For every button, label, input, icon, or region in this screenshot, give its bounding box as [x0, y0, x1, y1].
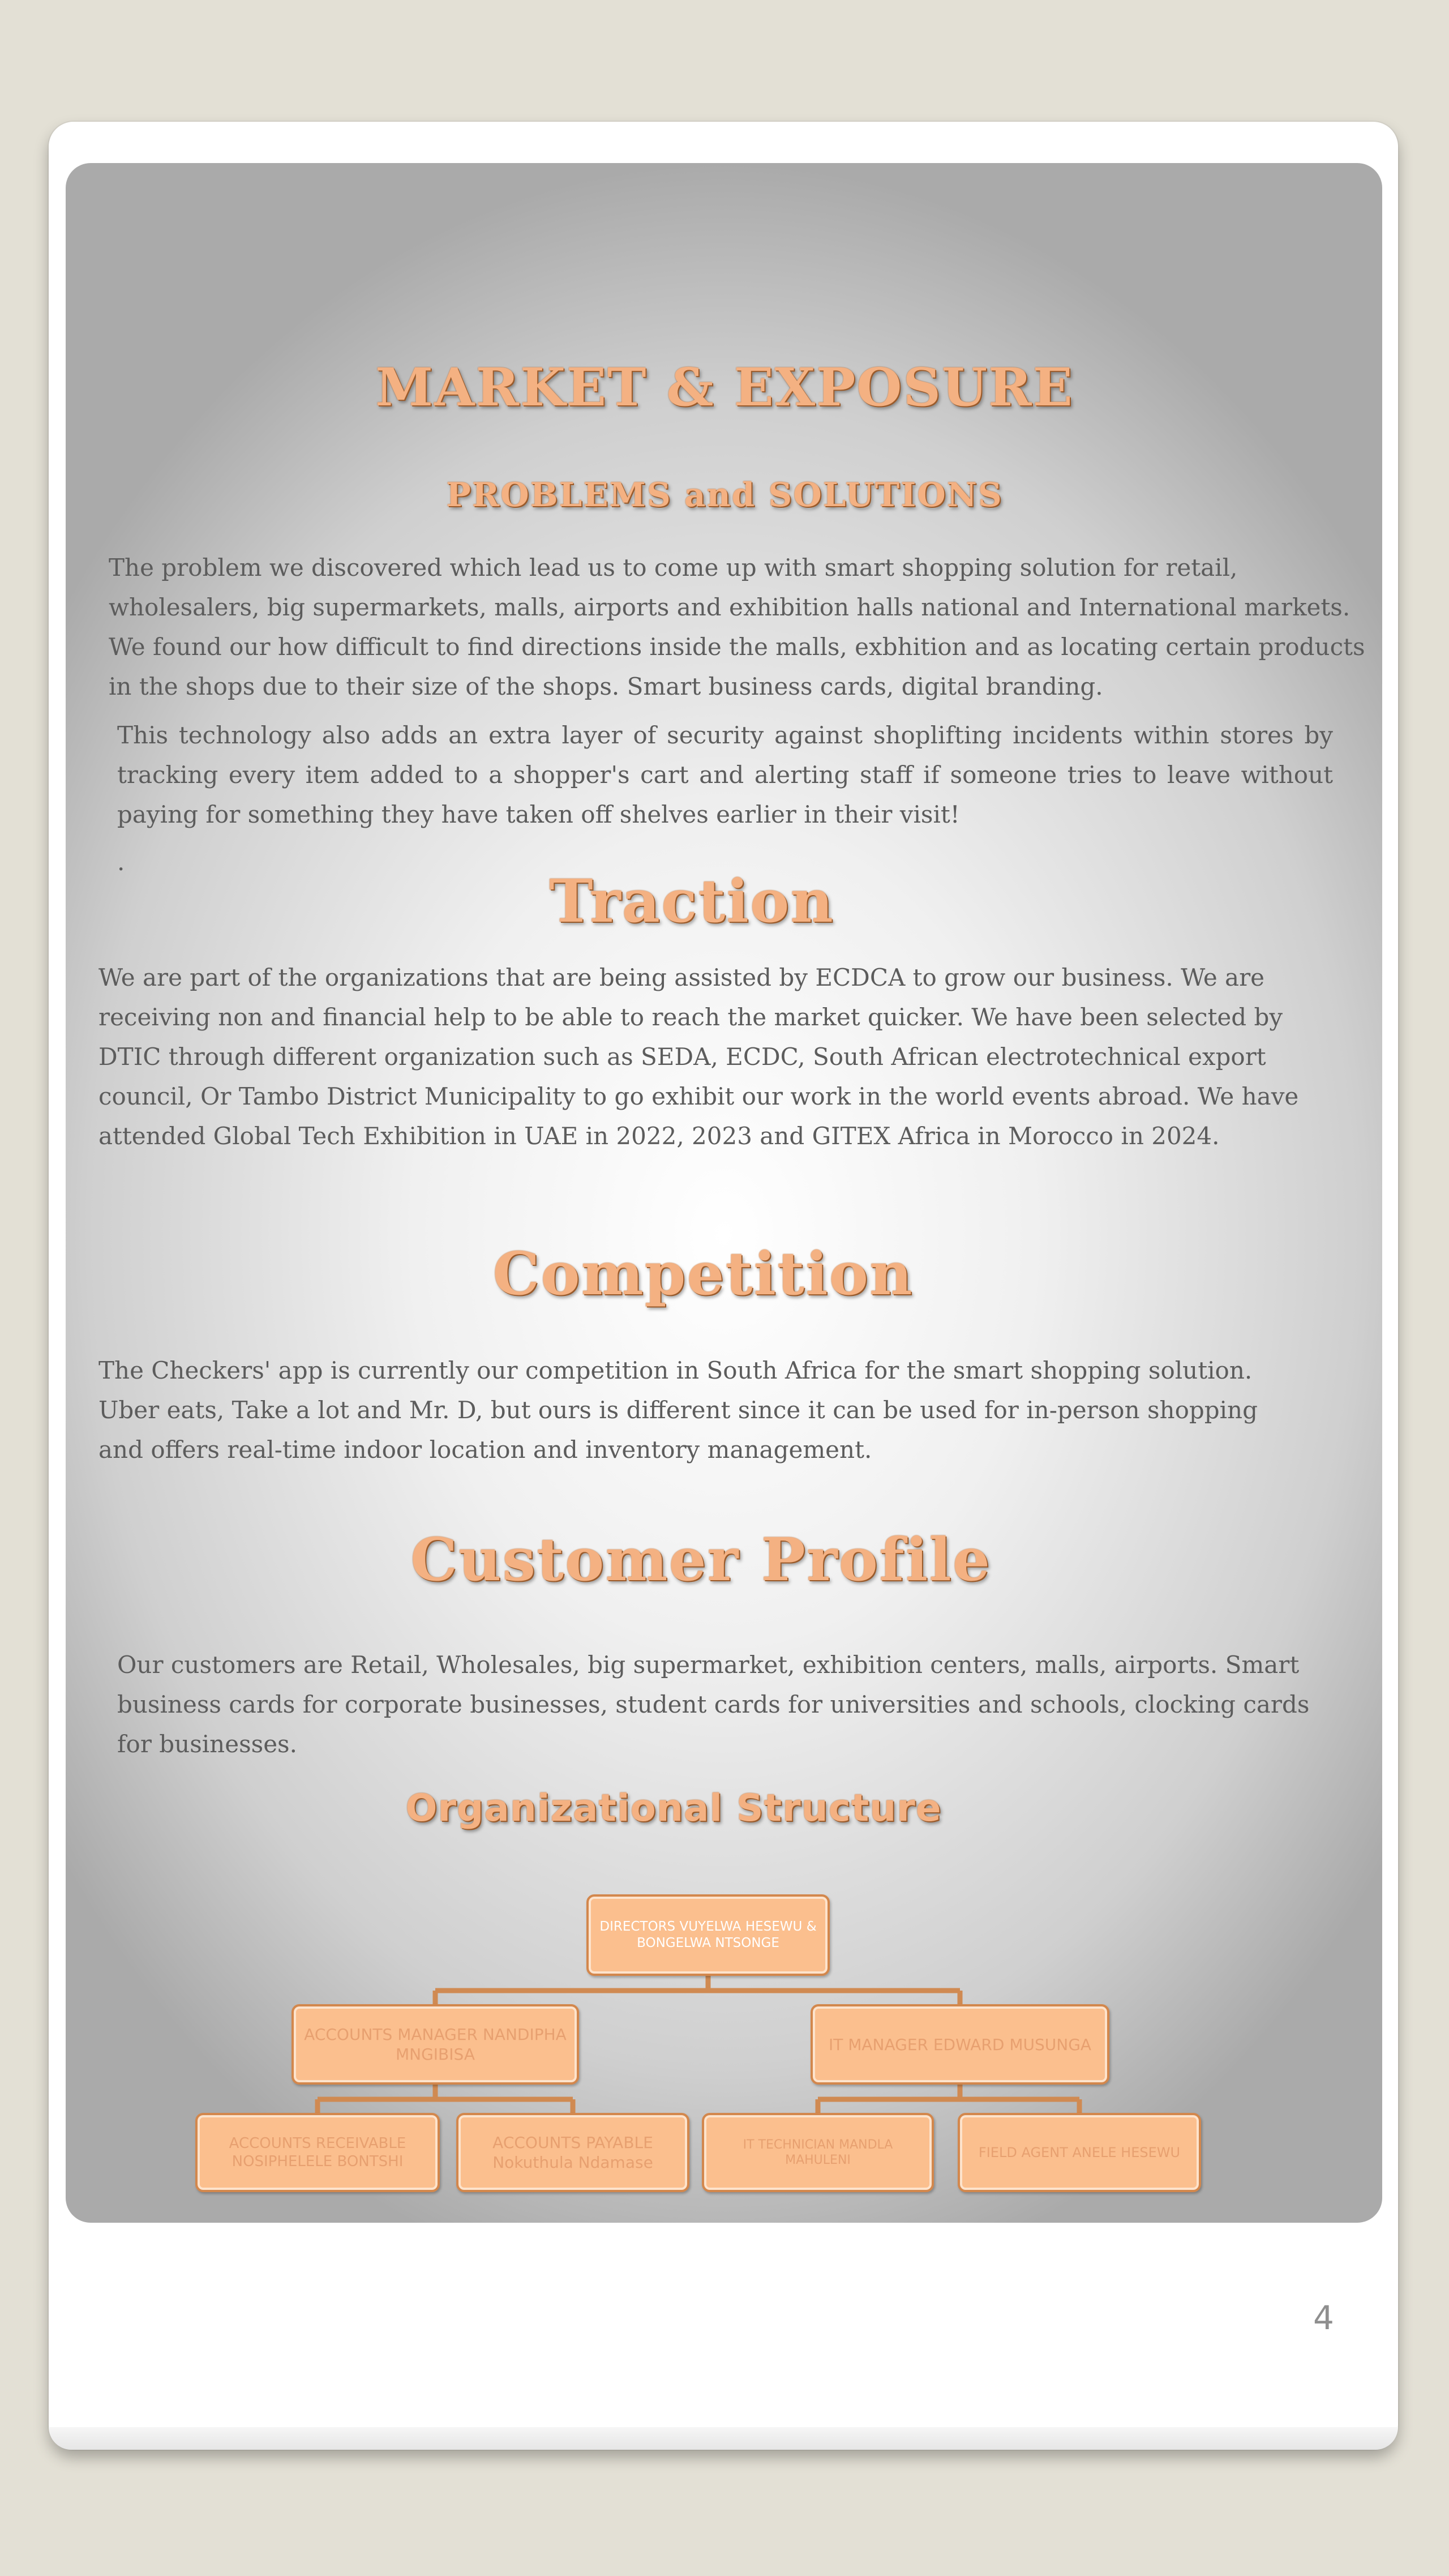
- traction-paragraph: We are part of the organizations that are being assisted by ECDCA to grow our business. We are receiving non and financial help to be able to reach the market quicker. We have been selected by DTIC through different organization such as SEDA, ECDC, South African electrotechnical export council, Or Tambo District Municipality to go exhibit our work in the world events abroad. We have attended Global Tech Exhibition in UAE in 2022, 2023 and GITEX Africa in Morocco in 2024.: [98, 964, 1299, 1150]
- org-node-accounts-receivable: ACCOUNTS RECEIVABLE NOSIPHELELE BONTSHI: [195, 2113, 440, 2192]
- customer-profile-paragraph: Our customers are Retail, Wholesales, big supermarket, exhibition centers, malls, airports. Smart business cards for corporate businesses, student cards for universities and schools, clocking cards for businesses.: [117, 1651, 1310, 1758]
- org-node-it-technician: IT TECHNICIAN MANDLA MAHULENI: [702, 2113, 934, 2192]
- problems-subtitle: PROBLEMS and SOLUTIONS: [446, 476, 1003, 514]
- org-node-accounts-manager: ACCOUNTS MANAGER NANDIPHA MNGIBISA: [291, 2004, 579, 2085]
- competition-heading: Competition: [492, 1239, 914, 1308]
- security-paragraph: This technology also adds an extra layer of security against shoplifting incidents within stores by tracking every item added to a shopper's cart and alerting staff if someone tries to leave without paying for something they have taken off shelves earlier in their visit!: [117, 721, 1333, 828]
- competition-paragraph: The Checkers' app is currently our competition in South Africa for the smart shopping solution. Uber eats, Take a lot and Mr. D, but ours is different since it can be used for in-person shopping and offers real-time indoor location and inventory management.: [98, 1357, 1258, 1464]
- org-node-it-manager: IT MANAGER EDWARD MUSUNGA: [811, 2004, 1109, 2085]
- traction-heading: Traction: [549, 866, 834, 936]
- page-number: 4: [1313, 2299, 1334, 2337]
- org-node-directors: DIRECTORS VUYELWA HESEWU & BONGELWA NTSONGE: [586, 1894, 830, 1976]
- slide-title: MARKET & EXPOSURE: [375, 357, 1074, 418]
- problem-paragraph: The problem we discovered which lead us to come up with smart shopping solution for retail, wholesalers, big supermarkets, malls, airports and exhibition halls national and International markets. We found our how difficult to find directions inside the malls, exbhition and as locating certain products in the shops due to their size of the shops. Smart business cards, digital branding.: [109, 554, 1365, 700]
- org-structure-heading: Organizational Structure: [405, 1786, 942, 1830]
- org-node-field-agent: FIELD AGENT ANELE HESEWU: [958, 2113, 1201, 2192]
- org-node-accounts-payable: ACCOUNTS PAYABLE Nokuthula Ndamase: [456, 2113, 689, 2192]
- customer-profile-heading: Customer Profile: [410, 1525, 991, 1594]
- stray-dot: .: [117, 848, 125, 876]
